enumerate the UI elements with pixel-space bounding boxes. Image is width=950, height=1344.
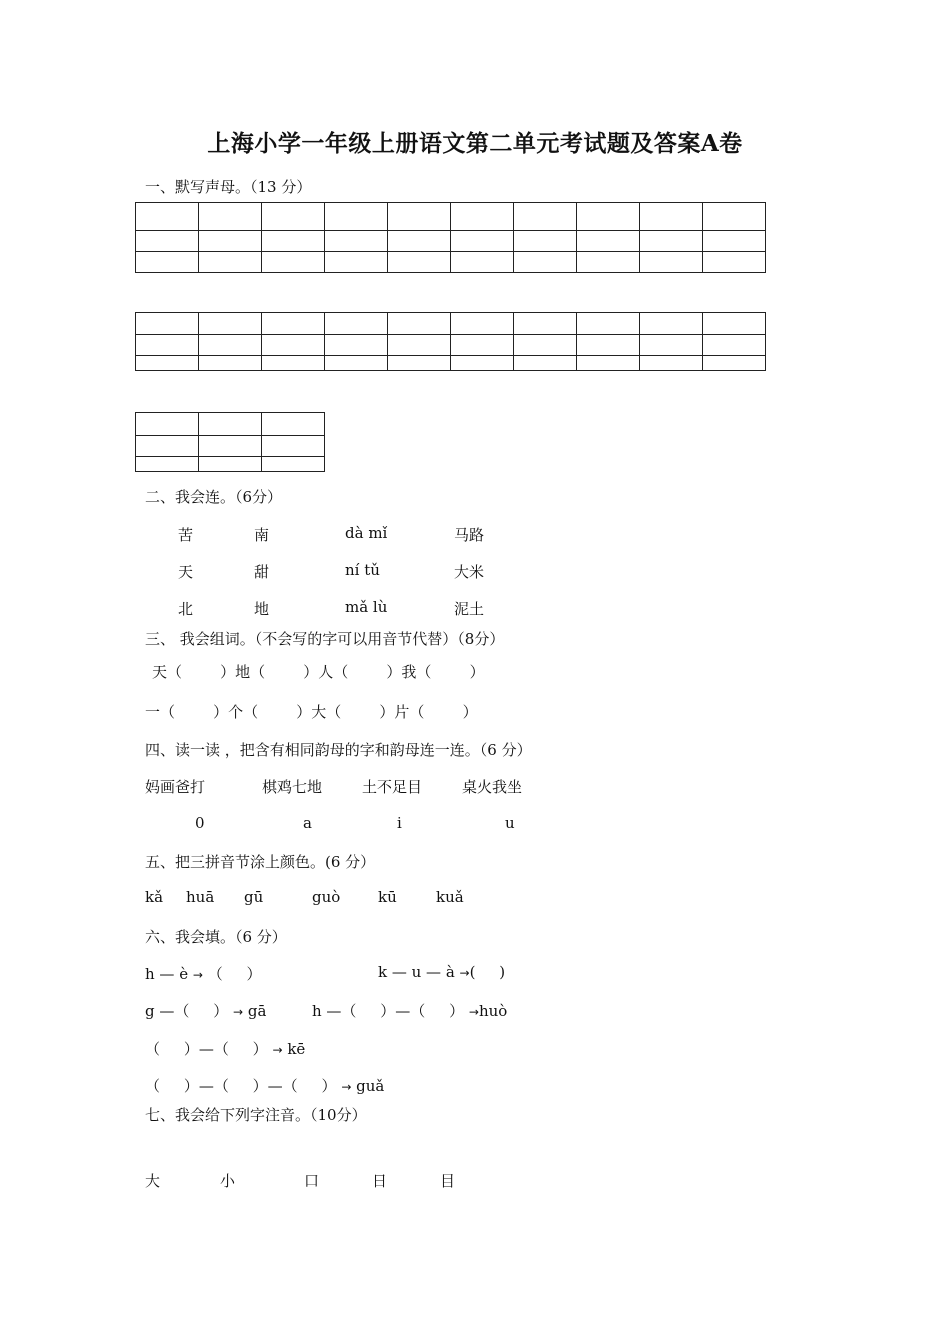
spelling-item: g —（ ） → gā [145, 1002, 267, 1020]
spelling-item: （ ）—（ ） → kē [145, 1040, 306, 1058]
syllable: kuǎ [436, 888, 464, 906]
section-3-heading: 三、 我会组词。（不会写的字可以用音节代替）（8分） [145, 630, 505, 648]
page-title: 上海小学一年级上册语文第二单元考试题及答案A卷 [207, 130, 743, 157]
spelling-item: k — u — à →( ) [378, 963, 506, 981]
writing-grid-1 [135, 202, 766, 273]
arrow-icon: → [341, 1080, 352, 1094]
syllable: gū [244, 888, 264, 906]
word-group: 棋鸡七地 [262, 778, 323, 796]
annotate-char: 大 [145, 1172, 161, 1190]
word-group: 土不足目 [362, 778, 423, 796]
match-item: 南 [254, 526, 270, 544]
match-item: 北 [178, 600, 194, 618]
final-sound: i [397, 814, 402, 832]
annotate-char: 口 [304, 1172, 320, 1190]
match-item: 甜 [254, 563, 270, 581]
word-group: 妈画爸打 [145, 778, 206, 796]
match-word: 大米 [454, 563, 485, 581]
annotate-char: 小 [220, 1172, 236, 1190]
syllable: guò [312, 888, 341, 906]
word-forming-line-1: 天（ ）地（ ）人（ ）我（ ） [152, 663, 485, 681]
match-pinyin: ní tǔ [345, 561, 380, 579]
syllable: huā [186, 888, 215, 906]
section-1-heading: 一、默写声母。（13 分） [145, 178, 312, 196]
arrow-icon: → [459, 966, 470, 980]
syllable: kū [378, 888, 397, 906]
match-item: 天 [178, 563, 194, 581]
final-sound: 0 [195, 814, 205, 832]
final-sound: a [303, 814, 312, 832]
annotate-char: 目 [440, 1172, 456, 1190]
arrow-icon: → [272, 1043, 283, 1057]
spelling-item: h —（ ）—（ ） →huò [312, 1002, 508, 1020]
section-4-heading: 四、读一读 ，把含有相同韵母的字和韵母连一连。（6 分） [145, 741, 532, 759]
match-word: 马路 [454, 526, 485, 544]
arrow-icon: → [192, 968, 203, 982]
section-6-heading: 六、我会填。（6 分） [145, 928, 287, 946]
final-sound: u [505, 814, 515, 832]
annotate-char: 日 [372, 1172, 388, 1190]
match-pinyin: dà mǐ [345, 524, 388, 542]
writing-grid-3 [135, 412, 325, 472]
match-item: 苦 [178, 526, 194, 544]
match-item: 地 [254, 600, 270, 618]
match-word: 泥土 [454, 600, 485, 618]
spelling-item: （ ）—（ ）—（ ） → guǎ [145, 1077, 385, 1095]
section-5-heading: 五、把三拼音节涂上颜色。(6 分） [145, 853, 376, 871]
arrow-icon: → [233, 1005, 244, 1019]
word-forming-line-2: 一（ ）个（ ）大（ ）片（ ） [145, 703, 478, 721]
section-2-heading: 二、我会连。（6分） [145, 488, 283, 506]
match-pinyin: mǎ lù [345, 598, 388, 616]
arrow-icon: → [468, 1005, 479, 1019]
section-7-heading: 七、我会给下列字注音。（10分） [145, 1106, 367, 1124]
spelling-item: h — è → （ ） [145, 965, 262, 983]
syllable: kǎ [145, 888, 164, 906]
writing-grid-2 [135, 312, 766, 371]
word-group: 桌火我坐 [462, 778, 523, 796]
